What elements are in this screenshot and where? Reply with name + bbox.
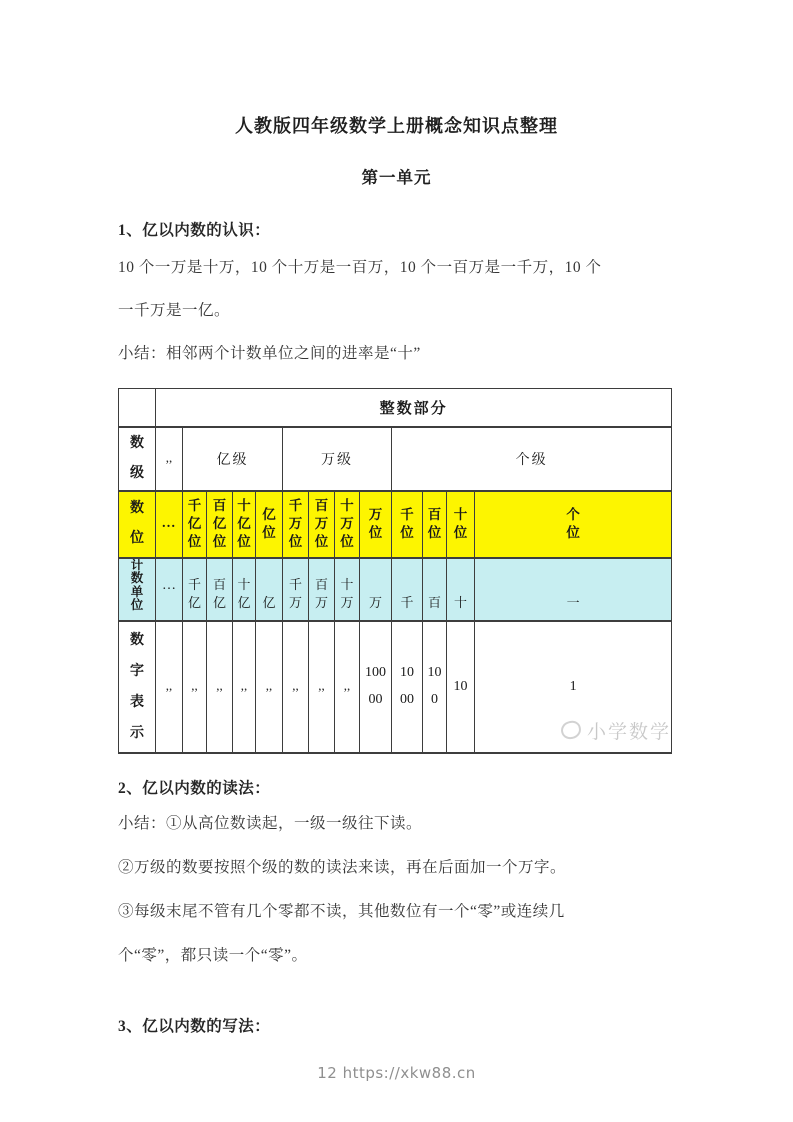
integer-part-header: 整数部分 bbox=[379, 400, 448, 417]
number-value-10000: 10000 bbox=[365, 664, 386, 707]
level-group-wan: 万级 bbox=[321, 452, 353, 468]
section1-summary: 小结：相邻两个计数单位之间的进率是“十” bbox=[118, 345, 421, 362]
unit-cell: 亿 bbox=[262, 595, 276, 611]
number-ditto: ,, bbox=[216, 678, 223, 693]
unit-cell: 十亿 bbox=[237, 577, 251, 611]
number-ditto: ,, bbox=[292, 678, 299, 693]
number-ditto: ,, bbox=[343, 678, 351, 693]
number-row-label: 数字表示 bbox=[129, 632, 144, 741]
section2-line4: 个“零”，都只读一个“零”。 bbox=[118, 946, 308, 964]
section3-heading: 3、亿以内数的写法： bbox=[118, 1017, 271, 1035]
level-group-yi: 亿级 bbox=[216, 452, 249, 468]
place-cell: 百位 bbox=[427, 506, 442, 540]
place-cell: 十亿位 bbox=[237, 497, 251, 550]
place-row-label: 数位 bbox=[129, 501, 144, 546]
level-group-ge: 个级 bbox=[515, 452, 548, 468]
place-cell: 千位 bbox=[400, 506, 414, 540]
number-value-1: 1 bbox=[569, 678, 577, 694]
section1-line2: 一千万是一亿。 bbox=[118, 302, 231, 319]
unit-cell: 十 bbox=[453, 595, 467, 611]
place-cell: 十万位 bbox=[340, 497, 354, 550]
watermark-text: 小学数学 bbox=[586, 721, 671, 743]
place-cell: 亿位 bbox=[262, 506, 276, 540]
unit-cell: 百亿 bbox=[212, 577, 226, 611]
section2-line2: ②万级的数要按照个级的数的读法来读，再在后面加一个万字。 bbox=[118, 858, 567, 876]
unit-cell: 十万 bbox=[340, 577, 354, 611]
page-footer: 12 https://xkw88.cn bbox=[317, 1064, 476, 1082]
table-row-place bbox=[119, 491, 672, 558]
table-row-integer-part bbox=[119, 389, 672, 427]
unit-cell: 一 bbox=[566, 595, 580, 611]
section1-paragraph bbox=[118, 246, 675, 375]
place-cell: 百亿位 bbox=[212, 497, 227, 550]
place-cell: 千亿位 bbox=[187, 497, 202, 550]
place-cell: 百万位 bbox=[314, 497, 329, 550]
unit-cell: 千亿 bbox=[187, 577, 201, 611]
unit-cell: 百万 bbox=[314, 577, 328, 611]
number-ditto: ,, bbox=[191, 678, 198, 693]
unit-cell: 百 bbox=[427, 595, 441, 611]
section1-line1: 10 个一万是十万，10 个十万是一百万，10 个一百万是一千万，10 个 bbox=[118, 259, 602, 276]
number-ditto: ,, bbox=[165, 678, 173, 693]
section2-line1: 小结：①从高位数读起，一级一级往下读。 bbox=[118, 814, 423, 832]
place-cell: 十位 bbox=[453, 506, 468, 540]
place-cell: 个位 bbox=[566, 506, 580, 540]
place-value-table bbox=[118, 388, 672, 754]
unit-heading: 第一单元 bbox=[361, 168, 432, 187]
unit-cell: 千万 bbox=[288, 577, 302, 611]
unit-cell: 千 bbox=[400, 595, 414, 611]
unit-row-label: 计数单位 bbox=[130, 557, 144, 612]
level-row-label: 数级 bbox=[129, 435, 144, 481]
page-title: 人教版四年级数学上册概念知识点整理 bbox=[235, 116, 558, 136]
number-ditto: ,, bbox=[318, 678, 325, 693]
table-row-unit bbox=[119, 558, 672, 621]
place-cell: 万位 bbox=[368, 506, 383, 540]
number-ditto: ,, bbox=[265, 678, 273, 693]
table-row-number bbox=[119, 621, 672, 753]
place-ellipsis: … bbox=[161, 516, 177, 531]
place-value-table-wrapper bbox=[118, 388, 675, 754]
section2-heading: 2、亿以内数的读法： bbox=[118, 779, 271, 797]
number-value-10: 10 bbox=[453, 678, 468, 694]
section2-paragraph bbox=[118, 802, 675, 978]
section1-heading: 1、亿以内数的认识： bbox=[118, 222, 271, 239]
number-value-100: 100 bbox=[427, 664, 442, 707]
section2-line3: ③每级末尾不管有几个零都不读，其他数位有一个“零”或连续几 bbox=[118, 902, 565, 920]
number-ditto: ,, bbox=[240, 678, 248, 693]
unit-ellipsis: … bbox=[162, 577, 176, 593]
level-ditto-mark: ,, bbox=[165, 450, 173, 465]
corner-cell bbox=[119, 389, 156, 427]
place-cell: 千万位 bbox=[288, 497, 303, 550]
unit-cell: 万 bbox=[368, 595, 382, 611]
table-row-level bbox=[119, 427, 672, 491]
number-value-1000: 1000 bbox=[400, 664, 414, 707]
